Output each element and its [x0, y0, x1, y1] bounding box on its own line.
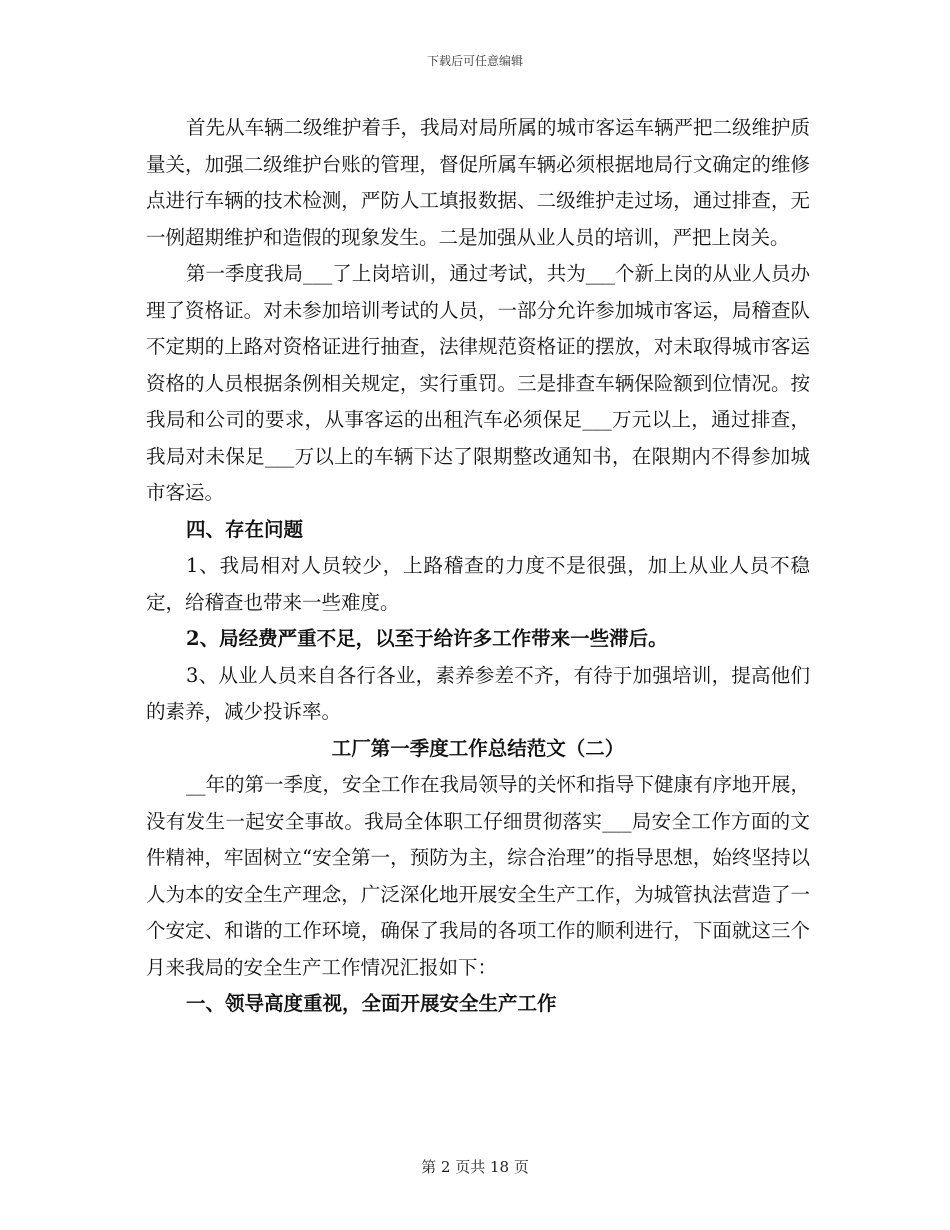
document-title: 工厂第一季度工作总结范文（二） [331, 736, 625, 760]
paragraph-problem-2: 2、局经费严重不足，以至于给许多工作带来一些滞后。 [186, 627, 668, 650]
page-footer: 第 2 页共 18 页 [421, 1158, 529, 1176]
paragraph-intro: __年的第一季度，安全工作在我局领导的关怀和指导下健康有序地开展，没有发生一起安全事故。我局全体职工仔细贯彻落实___局安全工作方面的文件精神，牢固树立“安全第一，预防为主，综合治理”的指导思想，始终坚持以人为本的安全生产理念，广泛深化地开展安全生产工作，为城管执法营造了一个安定、和谐的工作环境，确保了我局的各项工作的顺利进行，下面就这三个月来我局的安全生产工作情况汇报如下： [146, 773, 811, 979]
section-heading-problems: 四、存在问题 [186, 517, 304, 541]
paragraph-2: 第一季度我局___了上岗培训，通过考试，共为___个新上岗的从业人员办理了资格证。对未参加培训考试的人员，一部分允许参加城市客运，局稽查队不定期的上路对资格证进行抽查，法律规范资格证的摆放，对未取得城市客运资格的人员根据条例相关规定，实行重罚。三是排查车辆保险额到位情况。按我局和公司的要求，从事客运的出租汽车必须保足___万元以上，通过排查，我局对未保足___万以上的车辆下达了限期整改通知书，在限期内不得参加城市客运。 [146, 262, 811, 504]
section-heading-leadership: 一、领导高度重视，全面开展安全生产工作 [186, 992, 557, 1015]
paragraph-1: 首先从车辆二级维护着手，我局对局所属的城市客运车辆严把二级维护质量关，加强二级维护台账的管理，督促所属车辆必须根据地局行文确定的维修点进行车辆的技术检测，严防人工填报数据、二级维护走过场，通过排查，无一例超期维护和造假的现象发生。二是加强从业人员的培训，严把上岗关。 [146, 116, 811, 249]
paragraph-problem-1: 1、我局相对人员较少，上路稽查的力度不是很强，加上从业人员不稳定，给稽查也带来一些难度。 [146, 554, 810, 614]
paragraph-problem-3: 3、从业人员来自各行各业，素养参差不齐，有待于加强培训，提高他们的素养，减少投诉率。 [146, 663, 810, 723]
document-body [146, 110, 810, 1023]
page-header: 下载后可任意编辑 [426, 54, 523, 68]
